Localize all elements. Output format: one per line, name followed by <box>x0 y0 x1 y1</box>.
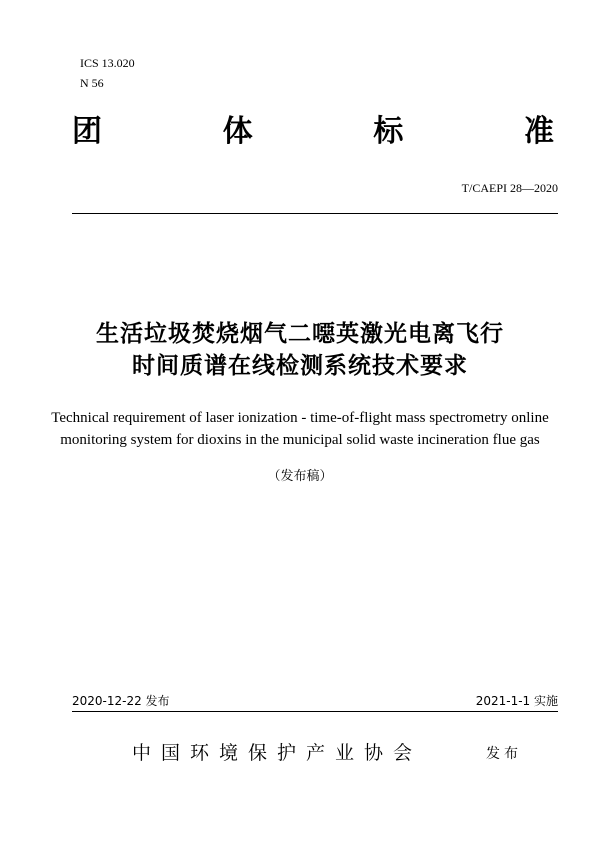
standard-type-char: 体 <box>222 114 253 149</box>
publish-date: 2020-12-22 发布 <box>72 694 170 708</box>
english-title-line-1: Technical requirement of laser ionization - time-of-flight mass spectrometry online <box>51 410 549 426</box>
classification-codes <box>80 53 135 93</box>
bottom-divider <box>72 711 558 712</box>
standard-code: T/CAEPI 28—2020 <box>461 181 558 195</box>
chinese-title-line-2: 时间质谱在线检测系统技术要求 <box>132 353 468 379</box>
english-title <box>40 407 560 451</box>
issuing-organization: 中国环境保护产业协会 <box>132 742 423 764</box>
draft-status: （发布稿） <box>267 469 333 484</box>
issue-label: 发布 <box>486 746 522 762</box>
ccs-code: N 56 <box>80 76 104 90</box>
chinese-title <box>40 318 560 382</box>
ics-code: ICS 13.020 <box>80 56 135 70</box>
standard-type-char: 准 <box>523 114 554 149</box>
implementation-date: 2021-1-1 实施 <box>475 694 558 708</box>
chinese-title-line-1: 生活垃圾焚烧烟气二噁英激光电离飞行 <box>96 321 504 347</box>
standard-type-heading <box>72 112 554 152</box>
standard-type-char: 标 <box>373 114 404 149</box>
english-title-line-2: monitoring system for dioxins in the municipal solid waste incineration flue gas <box>60 432 540 448</box>
top-divider <box>72 213 558 214</box>
standard-type-char: 团 <box>72 114 102 149</box>
